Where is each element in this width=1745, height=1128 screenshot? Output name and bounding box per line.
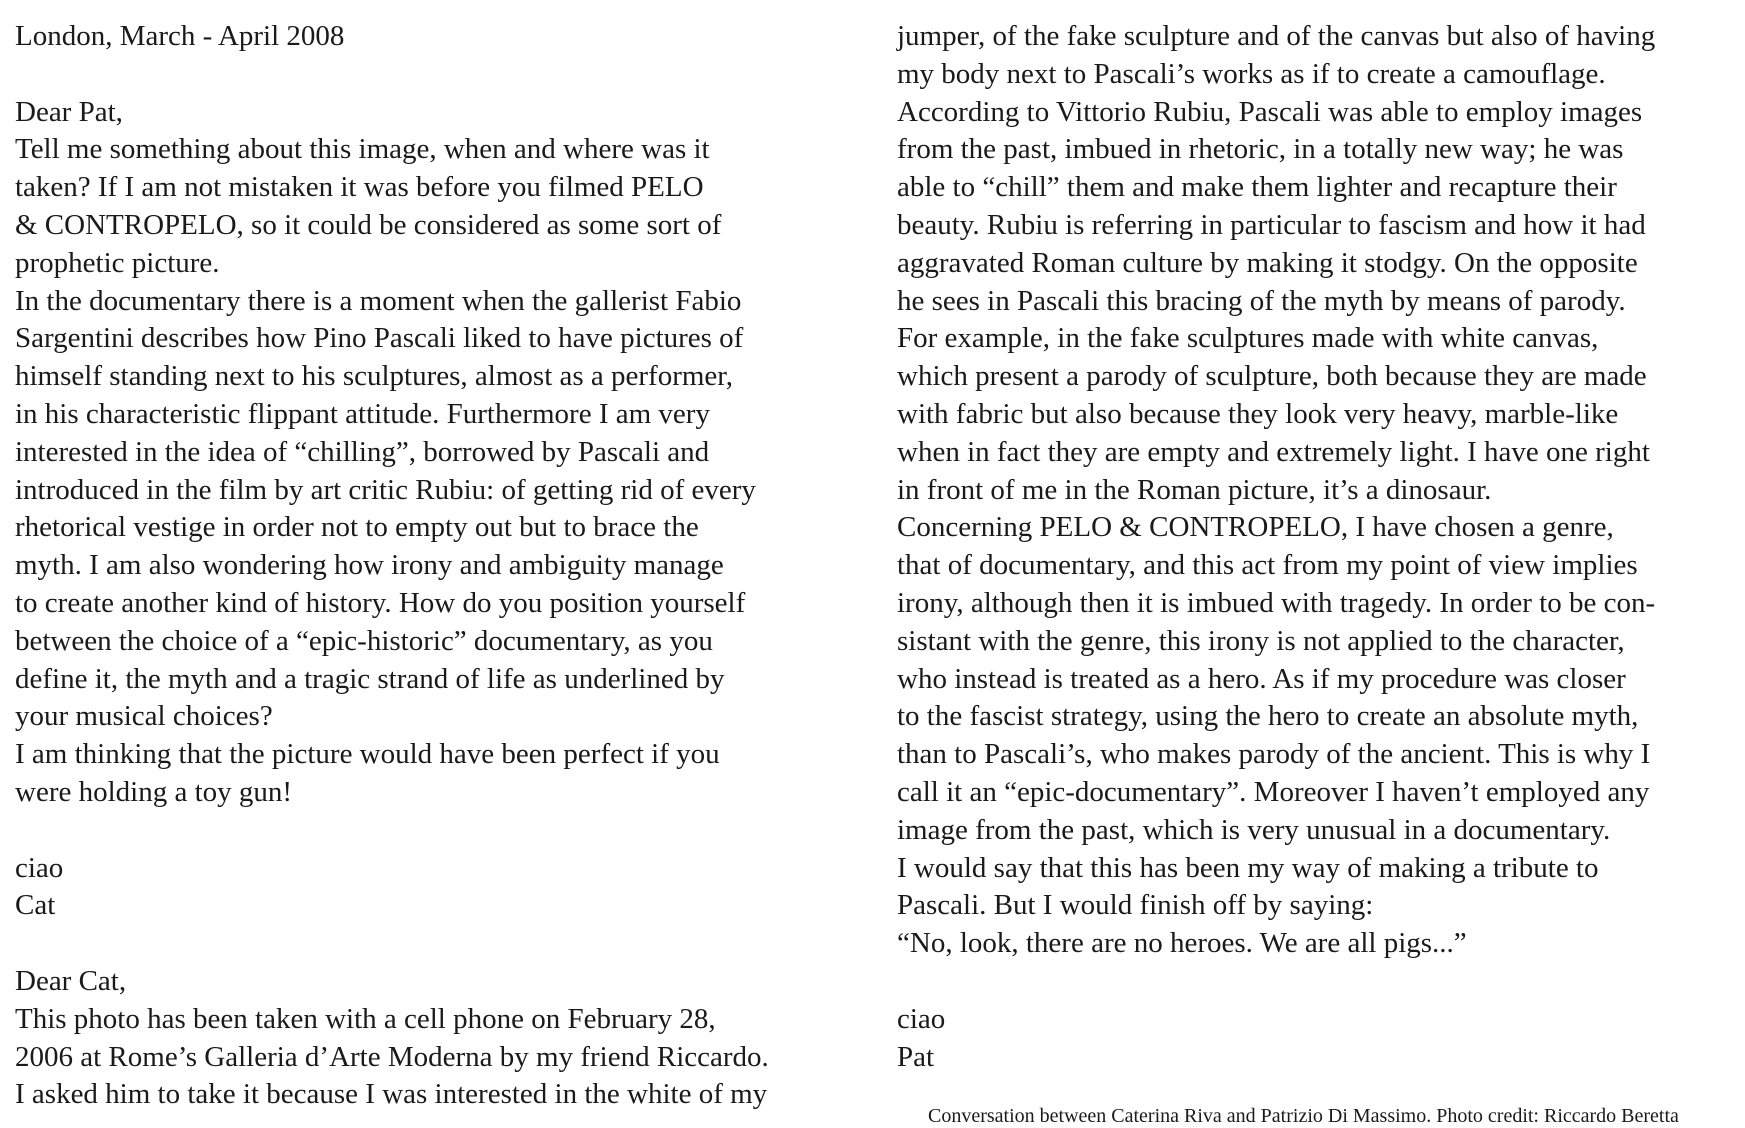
text-line: I am thinking that the picture would have been perfect if you bbox=[15, 738, 720, 771]
text-line: I would say that this has been my way of making a tribute to bbox=[897, 851, 1599, 884]
text-line: Sargentini describes how Pino Pascali liked to have pictures of bbox=[15, 322, 744, 355]
text-line: himself standing next to his sculptures, almost as a performer, bbox=[15, 360, 734, 393]
text-line: aggravated Roman culture by making it stodgy. On the opposite bbox=[897, 246, 1638, 279]
text-line: Pascali. But I would finish off by saying: bbox=[897, 889, 1374, 922]
text-line: & CONTROPELO, so it could be considered as some sort of bbox=[15, 208, 722, 241]
text-line: jumper, of the fake sculpture and of the canvas but also of having bbox=[897, 20, 1656, 52]
text-line: Pat bbox=[897, 1040, 935, 1073]
text-line: when in fact they are empty and extremely light. I have one right bbox=[897, 435, 1650, 468]
text-line: Tell me something about this image, when and where was it bbox=[15, 133, 710, 166]
left-text-column bbox=[15, 18, 865, 1114]
text-line: image from the past, which is very unusual in a documentary. bbox=[897, 813, 1611, 846]
text-line: Dear Cat, bbox=[15, 964, 127, 997]
text-line: This photo has been taken with a cell phone on February 28, bbox=[15, 1002, 716, 1035]
text-line: interested in the idea of “chilling”, borrowed by Pascali and bbox=[15, 435, 710, 468]
blank-line bbox=[15, 56, 865, 94]
text-line: For example, in the fake sculptures made with white canvas, bbox=[897, 322, 1599, 355]
text-line: able to “chill” them and make them lighter and recapture their bbox=[897, 171, 1617, 204]
text-line: to the fascist strategy, using the hero to create an absolute myth, bbox=[897, 700, 1639, 733]
text-line: 2006 at Rome’s Galleria d’Arte Moderna by my friend Riccardo. bbox=[15, 1040, 769, 1073]
text-line: myth. I am also wondering how irony and ambiguity manage bbox=[15, 549, 724, 582]
text-line: than to Pascali’s, who makes parody of the ancient. This is why I bbox=[897, 738, 1651, 771]
text-line: with fabric but also because they look very heavy, marble-like bbox=[897, 397, 1619, 430]
text-line: “No, look, there are no heroes. We are all pigs...” bbox=[897, 927, 1467, 960]
text-line: that of documentary, and this act from my point of view implies bbox=[897, 549, 1638, 582]
blank-line bbox=[15, 812, 865, 850]
text-line: between the choice of a “epic-historic” documentary, as you bbox=[15, 624, 713, 657]
photo-caption: Conversation between Caterina Riva and Patrizio Di Massimo. Photo credit: Riccardo Beretta bbox=[928, 1105, 1679, 1127]
text-line: my body next to Pascali’s works as if to create a camouflage. bbox=[897, 57, 1606, 90]
text-line: beauty. Rubiu is referring in particular to fascism and how it had bbox=[897, 208, 1646, 241]
text-line: define it, the myth and a tragic strand of life as underlined by bbox=[15, 662, 725, 695]
text-line: who instead is treated as a hero. As if my procedure was closer bbox=[897, 662, 1626, 695]
text-line: to create another kind of history. How do you position yourself bbox=[15, 586, 746, 619]
text-line: I asked him to take it because I was interested in the white of my bbox=[15, 1078, 768, 1111]
text-line: According to Vittorio Rubiu, Pascali was able to employ images bbox=[897, 95, 1643, 128]
text-line: Cat bbox=[15, 889, 56, 922]
text-line: were holding a toy gun! bbox=[15, 775, 293, 808]
text-line: rhetorical vestige in order not to empty out but to brace the bbox=[15, 511, 699, 544]
text-line: taken? If I am not mistaken it was before you filmed PELO bbox=[15, 171, 704, 204]
text-line: London, March - April 2008 bbox=[15, 20, 345, 52]
text-line: he sees in Pascali this bracing of the myth by means of parody. bbox=[897, 284, 1626, 317]
text-line: in his characteristic flippant attitude. Furthermore I am very bbox=[15, 397, 710, 430]
right-text-column bbox=[897, 18, 1737, 1076]
blank-line bbox=[897, 963, 1737, 1001]
text-line: prophetic picture. bbox=[15, 246, 220, 279]
text-line: In the documentary there is a moment when the gallerist Fabio bbox=[15, 284, 742, 317]
text-line: your musical choices? bbox=[15, 700, 273, 733]
text-line: sistant with the genre, this irony is not applied to the character, bbox=[897, 624, 1625, 657]
blank-line bbox=[15, 925, 865, 963]
text-line: in front of me in the Roman picture, it’s a dinosaur. bbox=[897, 473, 1492, 506]
text-line: which present a parody of sculpture, both because they are made bbox=[897, 360, 1647, 393]
text-line: irony, although then it is imbued with tragedy. In order to be con- bbox=[897, 586, 1656, 619]
text-line: ciao bbox=[15, 851, 64, 884]
text-line: Dear Pat, bbox=[15, 95, 123, 128]
text-line: ciao bbox=[897, 1002, 946, 1035]
text-line: Concerning PELO & CONTROPELO, I have chosen a genre, bbox=[897, 511, 1614, 544]
text-line: call it an “epic-documentary”. Moreover I haven’t employed any bbox=[897, 775, 1650, 808]
text-line: from the past, imbued in rhetoric, in a totally new way; he was bbox=[897, 133, 1624, 166]
text-line: introduced in the film by art critic Rubiu: of getting rid of every bbox=[15, 473, 756, 506]
